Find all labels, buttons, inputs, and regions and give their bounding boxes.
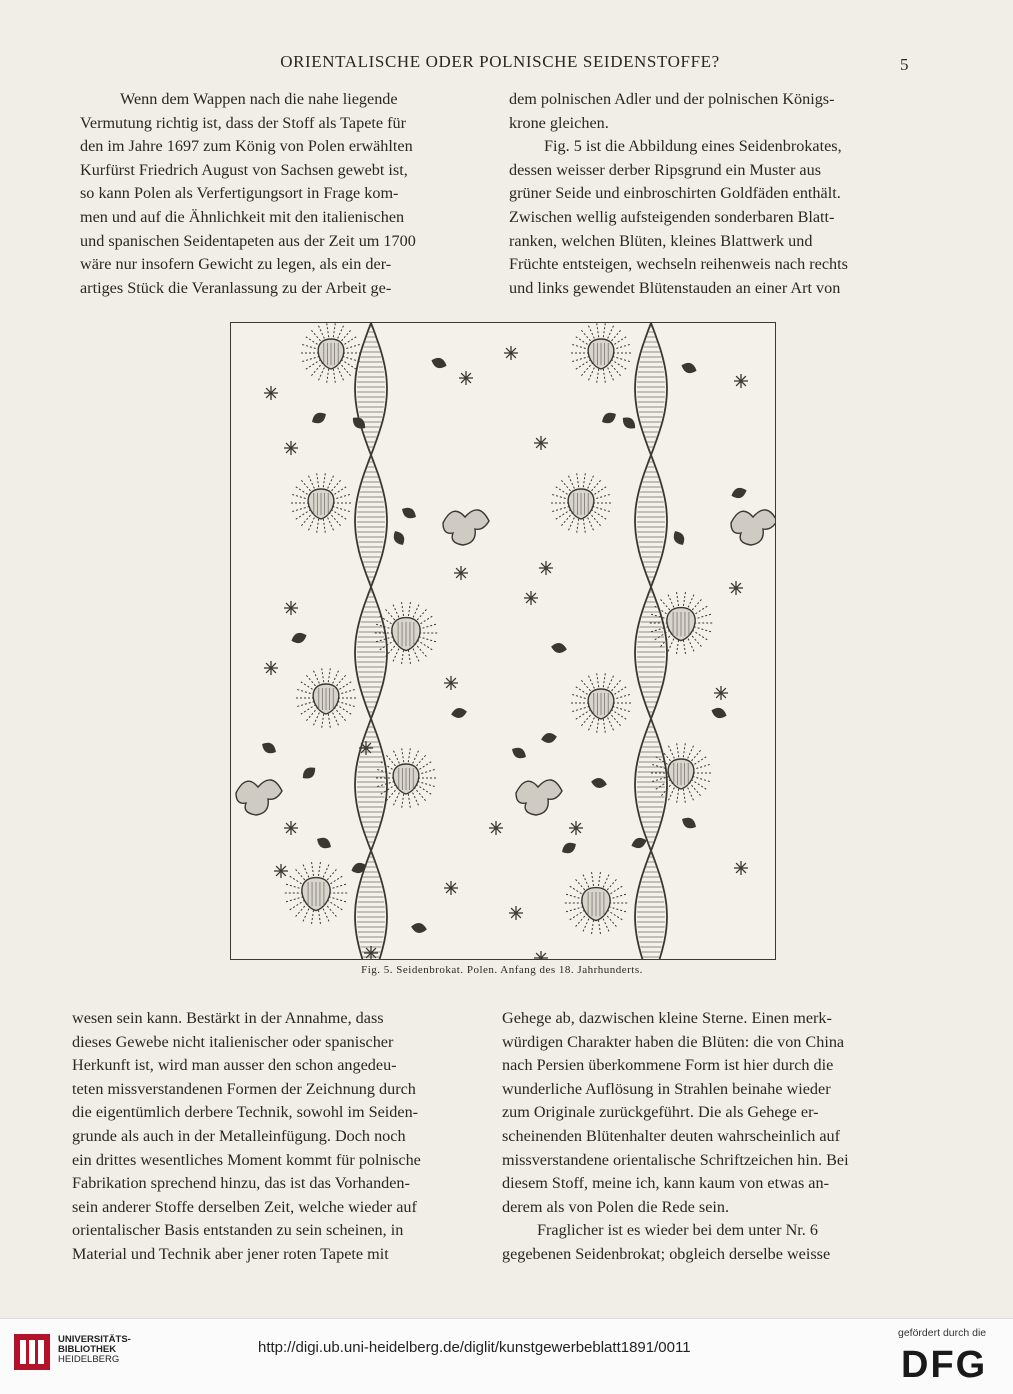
blossom-ray <box>333 495 350 500</box>
text-line: so kann Polen als Verfertigungsort in Frage kom- <box>80 184 399 203</box>
text-line: ein drittes wesentliches Moment kommt für polnische <box>72 1150 421 1169</box>
text-line: Früchte entsteigen, wechseln reihenweis nach rechts <box>509 255 848 274</box>
ribbon-stem <box>635 323 667 959</box>
blossom-ray <box>694 627 713 633</box>
blossom-ray <box>649 614 668 620</box>
text-line: wesen sein kann. Bestärkt in der Annahme, dass <box>72 1009 384 1027</box>
blossom-ray <box>611 710 626 720</box>
text-line: und spanischen Seidentapeten aus der Zeit um 1700 <box>80 231 416 250</box>
blossom-ray <box>676 590 679 610</box>
blossom-ray <box>598 870 601 890</box>
text-line: Wenn dem Wappen nach die nahe liegende <box>120 90 398 108</box>
blossom-ray <box>288 900 305 911</box>
blossom-ray <box>609 894 628 900</box>
leaf-ornament <box>540 732 557 745</box>
blossom-ray <box>564 907 583 913</box>
blossom-ray <box>572 356 589 361</box>
blossom-ray <box>306 360 321 370</box>
leaf-ornament <box>315 835 334 852</box>
blossom-ray <box>609 907 628 913</box>
gehege-ornament <box>516 780 562 815</box>
dfg-logo[interactable]: DFG <box>901 1344 988 1386</box>
text-line: Fraglicher ist es wieder bei dem unter Nr. 6 <box>537 1221 818 1240</box>
blossom-ray <box>656 780 671 790</box>
text-line: diesem Stoff, meine ich, kann kaum von etwas an- <box>502 1174 829 1193</box>
blossom-ray <box>613 706 630 711</box>
leaf-ornament <box>600 410 619 427</box>
blossom-ray <box>613 356 630 361</box>
blossom-ray <box>341 360 356 370</box>
blossom-ray <box>591 510 606 520</box>
library-name-line: HEIDELBERG <box>58 1354 120 1365</box>
upper-right-column <box>509 88 912 300</box>
university-library-logo-icon[interactable] <box>12 1332 52 1372</box>
text-line: men und auf die Ähnlichkeit mit den italienischen <box>80 207 405 226</box>
leaf-ornament <box>590 777 607 790</box>
viewer-footer <box>0 1318 1013 1394</box>
blossom-ray <box>613 695 630 700</box>
text-line: würdigen Charakter haben die Blüten: die von China <box>502 1032 845 1051</box>
blossom-ray <box>693 776 710 781</box>
blossom-ray <box>381 785 396 795</box>
blossom-ray <box>284 897 303 903</box>
lower-left-column <box>72 1007 482 1267</box>
blossom-ray <box>331 510 346 520</box>
text-line: Gehege ab, dazwischen kleine Sterne. Einen merk- <box>502 1009 832 1027</box>
blossom-ray <box>419 637 438 643</box>
blossom-ray <box>374 637 393 643</box>
brocade-pattern-drawing <box>231 323 775 959</box>
blossom-ray <box>318 860 321 880</box>
text-line: zum Originale zurückgeführt. Die als Gehege er- <box>502 1103 819 1122</box>
text-line: Herkunft ist, wird man ausser den schon angedeu- <box>72 1056 397 1075</box>
blossom-ray <box>691 780 706 790</box>
blossom-ray <box>576 710 591 720</box>
blossom-ray <box>568 910 585 921</box>
text-line: wäre nur insofern Gewicht zu legen, als ein der- <box>80 255 392 274</box>
library-name-line: BIBLIOTHEK <box>58 1344 117 1355</box>
text-line: dem polnischen Adler und der polnischen Königs- <box>509 90 835 108</box>
leaf-ornament <box>310 410 329 427</box>
running-title: ORIENTALISCHE ODER POLNISCHE SEIDENSTOFFE? <box>280 52 720 71</box>
ribbon-stem <box>635 323 667 959</box>
leaf-ornament <box>300 764 319 782</box>
text-line: derem als von Polen die Rede sein. <box>502 1197 730 1216</box>
text-line: Kurfürst Friedrich August von Sachsen gewebt ist, <box>80 160 408 179</box>
blossom-ray <box>333 506 350 511</box>
brocade-illustration <box>230 322 776 960</box>
text-line: sein anderer Stoffe derselben Zeit, welche wieder auf <box>72 1197 417 1216</box>
lower-right-column <box>502 1007 904 1267</box>
blossom-ray <box>336 705 351 715</box>
blossom-ray <box>591 870 594 890</box>
blossom-ray <box>572 706 589 711</box>
blossom-ray <box>417 640 434 651</box>
text-line: dessen weisser derber Ripsgrund ein Muster aus <box>509 160 821 179</box>
leaf-ornament <box>680 361 698 376</box>
text-line: orientalischer Basis entstanden zu sein scheinen, in <box>72 1221 404 1240</box>
blossom-ray <box>572 695 589 700</box>
leaf-ornament <box>710 706 728 721</box>
leaf-ornament <box>620 414 639 432</box>
blossom-ray <box>302 345 319 350</box>
blossom-ray <box>613 345 630 350</box>
blossom-ray <box>292 495 309 500</box>
text-line: Vermutung richtig ist, dass der Stoff als Tapete für <box>80 113 406 132</box>
text-line: dieses Gewebe nicht italienischer oder spanischer <box>72 1032 394 1051</box>
text-line: nach Persien überkommene Form ist hier durch die <box>502 1056 834 1075</box>
text-line: krone gleichen. <box>509 113 609 132</box>
blossom-ray <box>302 356 319 361</box>
blossom-ray <box>419 624 438 630</box>
leaf-ornament <box>680 815 699 832</box>
permalink-url[interactable]: http://digi.ub.uni-heidelberg.de/diglit/kunstgewerbeblatt1891/0011 <box>258 1339 691 1356</box>
leaf-ornament <box>510 745 529 762</box>
text-line: grüner Seide und einbroschirten Goldfäden enthält. <box>509 184 841 203</box>
blossom-ray <box>301 705 316 715</box>
text-line: ranken, welchen Blüten, kleines Blattwerk und <box>509 231 813 250</box>
leaf-ornament <box>260 740 279 757</box>
blossom-ray <box>418 770 435 775</box>
blossom-ray <box>401 600 404 620</box>
blossom-ray <box>552 495 569 500</box>
text-line: artiges Stück die Veranlassung zu der Arbeit ge- <box>80 278 392 297</box>
figure-caption: Fig. 5. Seidenbrokat. Polen. Anfang des 18. Jahrhunderts. <box>361 964 643 976</box>
blossom-ray <box>693 765 710 770</box>
blossom-ray <box>343 356 360 361</box>
blossom-ray <box>692 630 709 641</box>
upper-left-column <box>80 88 488 300</box>
blossom-ray <box>552 506 569 511</box>
blossom-ray <box>556 510 571 520</box>
leaf-ornament <box>290 631 308 646</box>
blossom-ray <box>694 614 713 620</box>
blossom-ray <box>572 345 589 350</box>
leaf-ornament <box>391 529 408 548</box>
leaf-ornament <box>550 642 567 655</box>
blossom-ray <box>292 506 309 511</box>
text-line: wunderliche Auflösung in Strahlen beinahe wieder <box>502 1079 831 1098</box>
text-line: Material und Technik aber jener roten Tapete mit <box>72 1244 389 1263</box>
text-line: scheinenden Blütenhalter deuten wahrscheinlich auf <box>502 1126 841 1145</box>
leaf-ornament <box>560 840 579 857</box>
text-line: Fig. 5 ist die Abbildung eines Seidenbrokates, <box>544 137 842 156</box>
leaf-ornament <box>410 922 427 935</box>
text-line: Fabrikation sprechend hinzu, das ist das Vorhanden- <box>72 1174 410 1193</box>
library-name-line: UNIVERSITÄTS- <box>58 1334 131 1345</box>
text-line: teten missverstandenen Formen der Zeichnung durch <box>72 1079 416 1098</box>
page-number: 5 <box>900 55 909 74</box>
blossom-ray <box>297 690 314 695</box>
leaf-ornament <box>400 505 419 522</box>
gehege-ornament <box>731 510 775 545</box>
text-line: den im Jahre 1697 zum König von Polen erwählten <box>80 137 413 156</box>
blossom-ray <box>418 781 435 786</box>
blossom-ray <box>593 506 610 511</box>
library-name[interactable] <box>58 1335 131 1365</box>
blossom-ray <box>296 510 311 520</box>
blossom-ray <box>329 897 348 903</box>
text-line: grunde als auch in der Metalleinfügung. Doch noch <box>72 1126 406 1145</box>
text-line: die eigentümlich derbere Technik, sowohl im Seiden- <box>72 1103 419 1122</box>
blossom-ray <box>611 360 626 370</box>
blossom-ray <box>343 345 360 350</box>
blossom-ray <box>683 590 686 610</box>
blossom-ray <box>576 360 591 370</box>
leaf-ornament <box>730 486 748 501</box>
gehege-ornament <box>443 510 489 545</box>
blossom-ray <box>329 884 348 890</box>
text-line: missverstandene orientalische Schriftzeichen hin. Bei <box>502 1150 849 1169</box>
leaf-ornament <box>671 529 688 548</box>
blossom-ray <box>607 910 624 921</box>
blossom-ray <box>338 701 355 706</box>
text-line: gegebenen Seidenbrokat; obgleich derselbe weisse <box>502 1244 831 1263</box>
blossom-ray <box>311 860 314 880</box>
blossom-ray <box>327 900 344 911</box>
text-line: und links gewendet Blütenstauden an einer Art von <box>509 278 841 297</box>
blossom-ray <box>593 495 610 500</box>
blossom-ray <box>564 894 583 900</box>
leaf-ornament <box>430 356 448 371</box>
blossom-ray <box>297 701 314 706</box>
leaf-ornament <box>450 707 467 720</box>
blossom-ray <box>416 785 431 795</box>
blossom-ray <box>408 600 411 620</box>
gehege-ornament <box>236 780 282 815</box>
blossom-ray <box>284 884 303 890</box>
funder-note: gefördert durch die <box>898 1327 987 1339</box>
blossom-ray <box>338 690 355 695</box>
text-line: Zwischen wellig aufsteigenden sonderbaren Blatt- <box>509 207 835 226</box>
